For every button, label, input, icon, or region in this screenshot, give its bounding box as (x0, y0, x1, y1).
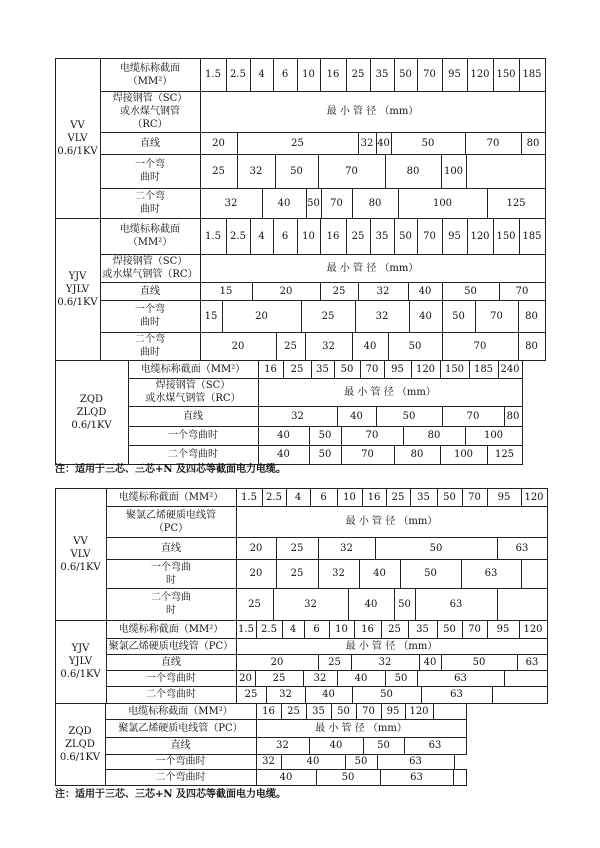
row-label: 焊接钢管（SC） 或水煤气钢管（RC） (145, 380, 241, 404)
table-cell: 70 (473, 340, 487, 352)
table-cell: 120 (523, 623, 543, 635)
table-cell: 40 (419, 310, 432, 322)
table-cell: 10 (343, 491, 356, 503)
table-cell: 10 (302, 69, 315, 80)
table-cell: 25 (272, 672, 286, 684)
row-label: 二个弯曲时 (146, 689, 196, 700)
table-cell: 95 (386, 705, 400, 717)
table-cell: 40 (364, 598, 378, 610)
table-cell: 95 (496, 623, 510, 635)
table-cell: 4 (289, 623, 297, 635)
rule (547, 506, 548, 538)
table-cell: 95 (448, 69, 461, 80)
cable-type-label: ZQD ZLQD 0.6/1KV (71, 393, 112, 431)
table-cell: 10 (335, 623, 348, 635)
table-cell: 70 (486, 137, 500, 149)
table-cell: 50 (380, 689, 393, 700)
footnote: 注：适用于三芯、三芯+N 及四芯等截面电力电缆。 (55, 464, 287, 475)
table-cell: 6 (281, 69, 289, 80)
rule (545, 218, 546, 255)
table-cell: 35 (316, 363, 329, 375)
table-cell: 50 (394, 672, 408, 684)
table-cell: 32 (378, 656, 392, 668)
table-cell: 2.5 (230, 69, 246, 80)
table-cell: 20 (279, 285, 293, 297)
table-cell: 32 (340, 542, 353, 554)
table-cell: 185 (522, 69, 542, 80)
table-cell: 20 (249, 542, 263, 554)
table-cell: 63 (449, 598, 463, 610)
table-cell: 40 (277, 197, 291, 209)
row-label: 一个弯曲时 (168, 430, 218, 441)
table-cell: 40 (306, 756, 320, 767)
row-label: 一个弯曲 时 (151, 561, 191, 586)
table-cell: 80 (526, 137, 540, 149)
rule (522, 360, 523, 379)
table-cell: 25 (287, 705, 300, 717)
table-cell: 16 (326, 230, 340, 242)
table-cell: 63 (409, 756, 422, 767)
table-cell: 95 (448, 230, 461, 242)
table-cell: 150 (444, 363, 465, 375)
row-label: 直线 (170, 740, 191, 751)
row-label: 直线 (161, 656, 181, 668)
table-cell: 最 小 管 径 （mm） (326, 262, 419, 274)
table-cell: 50 (402, 410, 416, 422)
table-cell: 最 小 管 径 （mm） (315, 722, 407, 734)
table-cell: 50 (399, 69, 412, 80)
table-cell: 70 (330, 197, 343, 209)
rule (547, 654, 548, 671)
table-cell: 80 (410, 449, 424, 460)
rule (545, 332, 546, 361)
table-cell: 6 (320, 491, 327, 503)
table-cell: 150 (496, 230, 516, 242)
cable-type-label: VV VLV 0.6/1KV (57, 119, 98, 157)
table-cell: 4 (258, 230, 265, 242)
row-label: 聚氯乙烯硬质电线管（PC） (118, 722, 243, 734)
rule (547, 537, 548, 560)
row-label: 电缆标称截面（MM²） (118, 491, 224, 503)
table-cell: 35 (375, 69, 389, 80)
table-cell: 25 (290, 568, 304, 579)
table-cell: 20 (212, 137, 225, 149)
table-cell: 70 (468, 491, 481, 503)
table-cell: 125 (494, 449, 515, 460)
table-cell (453, 769, 466, 785)
table-cell: 32 (360, 137, 374, 149)
table-cell: 50 (408, 340, 422, 352)
rule (522, 378, 523, 407)
table-cell: 32 (375, 310, 389, 322)
table-cell: 35 (417, 491, 430, 503)
row-label: 一个弯曲时 (146, 672, 196, 684)
rule (466, 737, 467, 755)
table-cell: 32 (224, 197, 238, 209)
rule (545, 132, 546, 155)
table-cell: 80 (427, 430, 441, 441)
table-cell: 120 (409, 705, 429, 717)
rule (466, 769, 467, 786)
table-cell: 70 (423, 230, 436, 242)
table-cell: 20 (270, 656, 284, 668)
table-cell: 80 (525, 310, 538, 322)
table-cell (466, 154, 545, 188)
table-cell: 25 (332, 285, 346, 297)
table-cell: 1.5 (205, 69, 221, 80)
table-cell: 32 (249, 165, 263, 177)
rule (547, 638, 548, 655)
table-cell: 95 (497, 491, 511, 503)
row-label: 直线 (140, 137, 160, 149)
table-cell: 50 (377, 740, 390, 751)
table-cell: 80 (368, 197, 382, 209)
table-cell: 70 (345, 165, 358, 177)
row-label: 一个弯 曲时 (135, 304, 165, 328)
table-cell (504, 670, 547, 686)
table-cell: 50 (340, 363, 354, 375)
table-cell: 25 (388, 623, 401, 635)
table-cell: 80 (525, 340, 538, 352)
table-cell: 185 (473, 363, 494, 375)
row-label: 焊接钢管（SC） 或水煤气钢管（RC） (102, 256, 198, 280)
table-cell: 25 (212, 165, 225, 177)
row-label: 二个弯曲 时 (151, 592, 191, 616)
table-cell: 63 (484, 568, 498, 579)
table-cell: 70 (365, 363, 379, 375)
table-cell: 185 (522, 230, 542, 242)
table-cell: 63 (428, 740, 442, 751)
row-label: 直线 (140, 285, 160, 297)
rule (547, 559, 548, 589)
row-label: 电缆标称截面（MM²） (128, 705, 233, 717)
table-cell: 25 (351, 230, 365, 242)
table-cell: 50 (399, 230, 412, 242)
table-cell: 50 (421, 137, 435, 149)
table-cell: 120 (524, 491, 544, 503)
table-cell: 35 (312, 705, 325, 717)
table-cell: 25 (244, 689, 258, 700)
table-cell: 25 (248, 598, 261, 610)
table-cell: 120 (470, 230, 490, 242)
table-cell: 20 (255, 310, 268, 322)
table-cell: 70 (361, 449, 374, 460)
table-cell: 125 (506, 197, 526, 209)
table-cell: 35 (416, 623, 429, 635)
table-cell: 50 (424, 568, 437, 579)
rule (545, 282, 546, 301)
table-cell: 20 (239, 672, 252, 684)
table-cell: 2.5 (266, 491, 282, 503)
row-label: 电缆标称截面 （MM²） (120, 224, 180, 248)
table-cell: 20 (231, 340, 245, 352)
rule (547, 620, 548, 639)
table-cell: 32 (291, 410, 304, 422)
table-cell: 16 (361, 623, 374, 635)
cable-type-label: YJV YJLV 0.6/1KV (60, 643, 101, 680)
table-cell: 63 (450, 689, 463, 700)
table-cell: 25 (291, 137, 304, 149)
rule (545, 154, 546, 189)
table-cell: 50 (443, 491, 456, 503)
table-cell: 63 (410, 771, 423, 783)
table-cell: 16 (264, 363, 277, 375)
table-cell: 32 (322, 340, 335, 352)
table-cell: 16 (326, 69, 340, 80)
table-cell: 32 (376, 285, 390, 297)
table-cell: 25 (290, 363, 304, 375)
table-cell: 50 (318, 449, 332, 460)
table-cell: 80 (506, 410, 520, 422)
row-label: 电缆标称截面 （MM²） (120, 62, 180, 87)
table-cell: 1.5 (238, 623, 254, 635)
table-cell: 4 (294, 491, 302, 503)
table-cell: 25 (290, 542, 304, 554)
rule (545, 91, 546, 133)
rule (547, 488, 548, 507)
table-cell (433, 703, 466, 719)
row-label: 电缆标称截面（MM²） (118, 623, 224, 635)
rule (547, 686, 548, 704)
table-cell: 40 (377, 137, 390, 149)
row-label: 二个弯 曲时 (135, 334, 165, 358)
table-cell: 40 (279, 771, 293, 783)
table-cell: 95 (391, 363, 404, 375)
table-cell: 70 (515, 285, 529, 297)
table-cell: 32 (262, 756, 275, 767)
table-cell: 50 (318, 430, 332, 441)
table-cell: 120 (470, 69, 490, 80)
table-cell: 40 (277, 449, 290, 460)
table-cell: 15 (204, 310, 218, 322)
row-label: 二个弯 曲时 (135, 191, 165, 215)
rule (466, 719, 467, 738)
table-cell: 25 (328, 656, 341, 668)
table-cell: 最 小 管 径 （mm） (345, 516, 438, 527)
row-label: 一个弯 曲时 (135, 159, 165, 183)
table-cell: 50 (429, 542, 443, 554)
table-cell: 32 (332, 568, 345, 579)
cable-type-label: YJV YJLV 0.6/1KV (57, 270, 98, 308)
table-cell: 最 小 管 径 （mm） (326, 106, 419, 117)
table-cell: 50 (452, 310, 465, 322)
row-label: 直线 (161, 542, 181, 554)
table-cell: 50 (464, 285, 477, 297)
table-cell (492, 686, 547, 703)
table-cell: 2.5 (261, 623, 277, 635)
table-cell: 16 (262, 705, 275, 717)
table-cell: 25 (321, 310, 335, 322)
row-label: 直线 (183, 410, 203, 422)
table-cell: 100 (453, 449, 474, 460)
table-cell: 10 (302, 230, 315, 242)
table-cell: 40 (329, 740, 343, 751)
table-cell: 最 小 管 径 （mm） (344, 386, 436, 398)
table-cell: 240 (500, 363, 520, 375)
table-cell: 63 (525, 656, 539, 668)
table-cell: 50 (443, 623, 456, 635)
row-label: 焊接钢管（SC） 或水煤气钢管 （RC） (112, 93, 188, 130)
rule (545, 188, 546, 219)
table-cell: 50 (341, 771, 355, 783)
table-cell: 32 (313, 672, 327, 684)
table-cell: 63 (515, 542, 529, 554)
table-cell: 70 (365, 430, 379, 441)
table-cell: 40 (350, 410, 363, 422)
rule (547, 588, 548, 621)
table-cell: 20 (249, 568, 263, 579)
table-cell (497, 588, 547, 620)
table-cell: 最 小 管 径 （mm） (345, 640, 438, 652)
table-cell: 1.5 (205, 230, 221, 242)
table-cell: 50 (398, 598, 411, 610)
rule (522, 445, 523, 465)
table-cell: 40 (363, 340, 377, 352)
table-cell: 6 (313, 623, 320, 635)
table-cell: 4 (258, 69, 265, 80)
table-cell (521, 559, 547, 588)
table-cell: 40 (277, 430, 290, 441)
table-cell: 32 (304, 598, 317, 610)
rule (545, 58, 546, 92)
table-cell: 2.5 (230, 230, 246, 242)
table-cell: 50 (290, 165, 303, 177)
table-cell: 32 (279, 689, 292, 700)
rule (547, 670, 548, 687)
row-label: 一个弯曲时 (155, 756, 206, 767)
table-cell: 50 (472, 656, 486, 668)
table-cell: 25 (284, 340, 297, 352)
table-cell: 40 (322, 689, 335, 700)
table-cell: 40 (373, 568, 386, 579)
table-cell: 6 (281, 230, 289, 242)
table-cell: 40 (418, 285, 432, 297)
table-cell: 70 (423, 69, 436, 80)
cable-type-label: ZQD ZLQD 0.6/1KV (59, 725, 101, 763)
rule (522, 426, 523, 446)
row-label: 电缆标称截面（MM²） (140, 363, 246, 375)
footnote: 注：适用于三芯、三芯+N 及四芯等截面电力电缆。 (55, 789, 287, 800)
rule (466, 703, 467, 720)
table-cell: 50 (337, 705, 350, 717)
table-cell: 50 (307, 197, 320, 209)
cable-type-label: VV VLV 0.6/1KV (60, 535, 101, 573)
table-cell: 80 (406, 165, 420, 177)
table-cell: 150 (496, 69, 516, 80)
table-cell: 25 (391, 491, 405, 503)
table-cell: 35 (375, 230, 389, 242)
table-cell: 70 (468, 623, 481, 635)
table-cell: 40 (423, 656, 437, 668)
table-cell: 40 (354, 672, 368, 684)
row-label: 聚氯乙烯硬质电线管 （PC） (126, 509, 216, 534)
table-cell: 50 (354, 756, 368, 767)
rule (454, 754, 455, 770)
table-cell: 16 (367, 491, 381, 503)
table-cell: 63 (454, 672, 467, 684)
table-cell: 15 (219, 285, 233, 297)
row-label: 二个弯曲时 (155, 771, 206, 783)
table-cell: 25 (351, 69, 365, 80)
table-cell: 70 (466, 410, 480, 422)
table-cell: 100 (432, 197, 453, 209)
table-cell: 100 (483, 430, 504, 441)
table-cell: 70 (490, 310, 503, 322)
rule (545, 300, 546, 333)
rule (545, 254, 546, 283)
table-cell: 120 (415, 363, 436, 375)
table-cell: 32 (276, 740, 289, 751)
table-cell: 70 (362, 705, 375, 717)
rule (522, 406, 523, 427)
table-cell: 100 (443, 165, 464, 177)
row-label: 二个弯曲时 (168, 449, 218, 460)
row-label: 聚氯乙烯硬质电线管（PC） (108, 640, 234, 652)
table-cell: 1.5 (241, 491, 257, 503)
